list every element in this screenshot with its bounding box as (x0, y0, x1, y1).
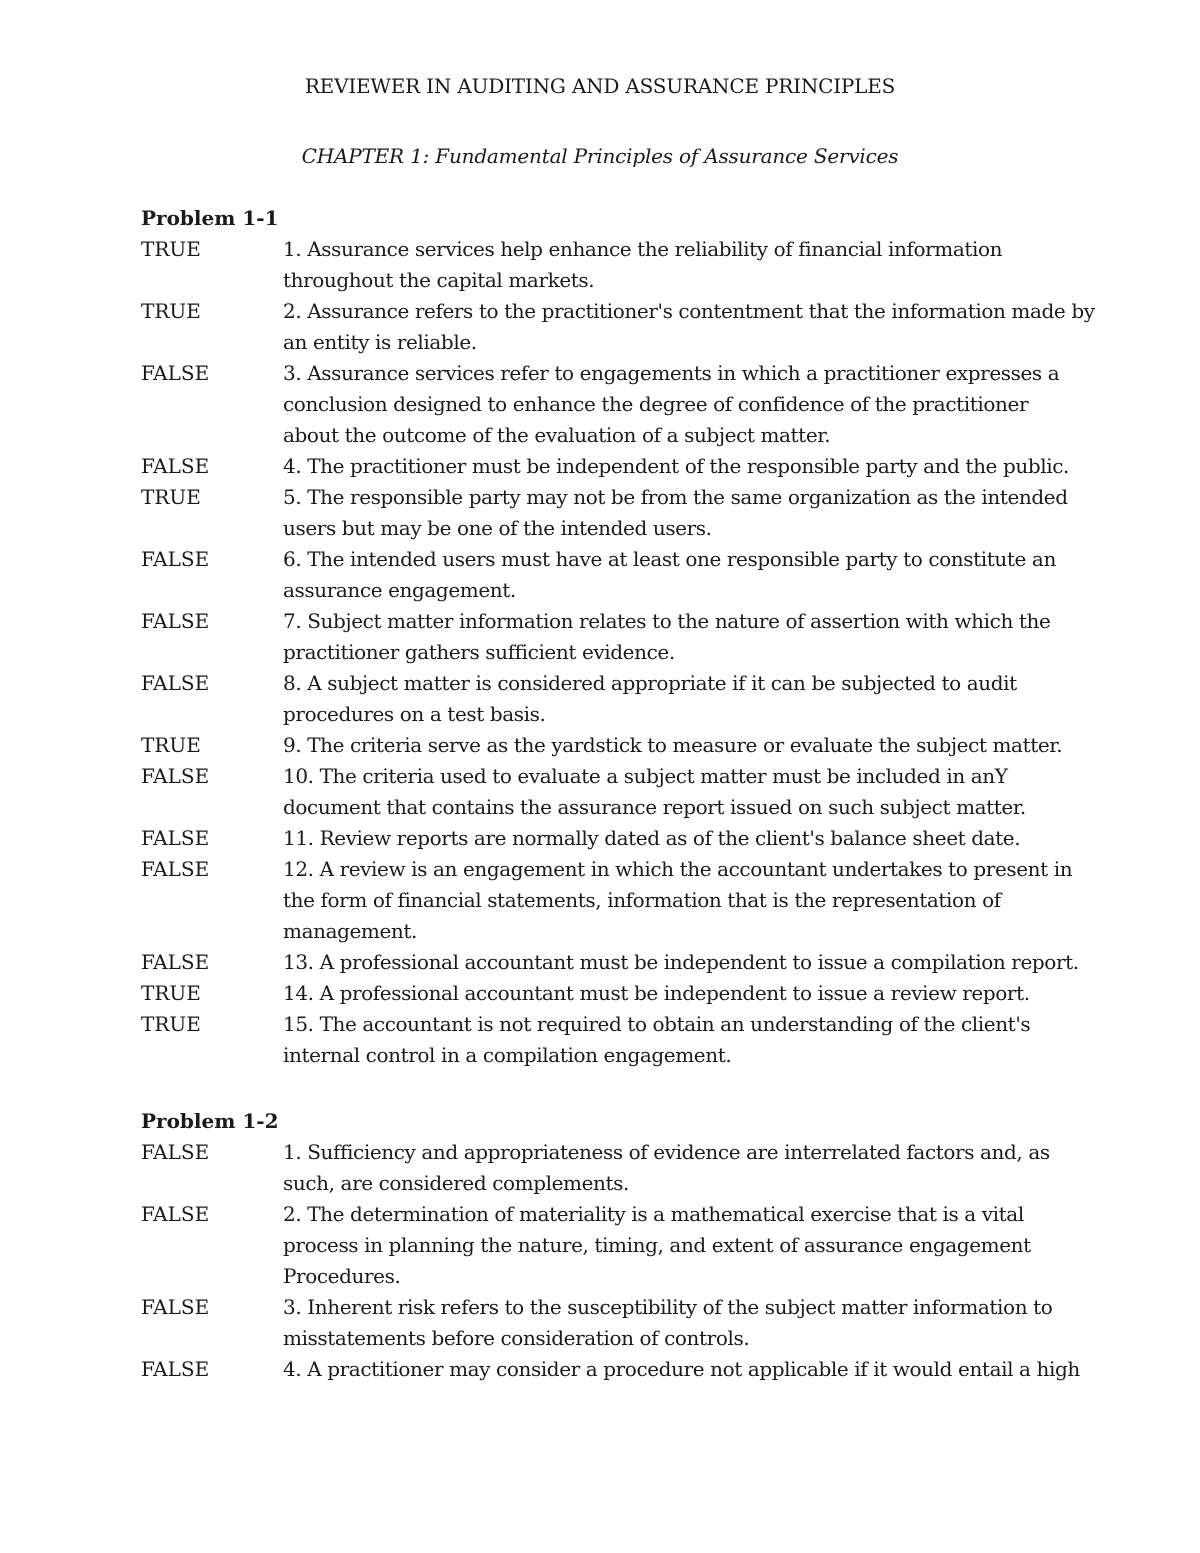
answer-label: FALSE (141, 1202, 210, 1226)
statement-text (283, 1199, 1071, 1292)
statement-text (283, 730, 1071, 761)
answer-item (141, 606, 1071, 668)
statement-text (283, 606, 1071, 668)
problem-heading: Problem 1-1 (141, 206, 279, 230)
statement-line: document that contains the assurance report issued on such subject matter. (283, 795, 1026, 819)
statement-line: practitioner gathers sufficient evidence. (283, 640, 675, 664)
answer-item (141, 730, 1071, 761)
statement-line: 11. Review reports are normally dated as of the client's balance sheet date. (283, 826, 1021, 850)
answer-label: FALSE (141, 547, 210, 571)
statement-text (283, 482, 1071, 544)
statement-line: users but may be one of the intended users. (283, 516, 712, 540)
answer-item (141, 234, 1071, 296)
answer-label: TRUE (141, 1012, 201, 1036)
answer-item (141, 358, 1071, 451)
statement-line: 12. A review is an engagement in which the accountant undertakes to present in (283, 857, 1073, 881)
answer-label: FALSE (141, 1140, 210, 1164)
statement-line: misstatements before consideration of controls. (283, 1326, 750, 1350)
answer-item (141, 668, 1071, 730)
answer-label: FALSE (141, 671, 210, 695)
statement-line: Procedures. (283, 1264, 401, 1288)
problem-section-1-2 (141, 1106, 1080, 1385)
statement-line: internal control in a compilation engagement. (283, 1043, 732, 1067)
statement-text (283, 544, 1071, 606)
statement-text (283, 451, 1071, 482)
chapter-title: CHAPTER 1: Fundamental Principles of Assurance Services (301, 144, 899, 168)
statement-line: procedures on a test basis. (283, 702, 546, 726)
answer-label: TRUE (141, 299, 201, 323)
statement-line: throughout the capital markets. (283, 268, 595, 292)
statement-line: 6. The intended users must have at least one responsible party to constitute an (283, 547, 1056, 571)
answer-item (141, 1292, 1071, 1354)
statement-line: 4. A practitioner may consider a procedure not applicable if it would entail a high (283, 1357, 1080, 1381)
answer-label: FALSE (141, 454, 210, 478)
statement-line: about the outcome of the evaluation of a subject matter. (283, 423, 831, 447)
statement-line: such, are considered complements. (283, 1171, 629, 1195)
answer-label: FALSE (141, 361, 210, 385)
statement-text (283, 1292, 1071, 1354)
answer-label: FALSE (141, 609, 210, 633)
statement-line: process in planning the nature, timing, and extent of assurance engagement (283, 1233, 1031, 1257)
answer-item (141, 1199, 1071, 1292)
answer-item (141, 1009, 1071, 1071)
statement-line: 2. Assurance refers to the practitioner's contentment that the information made by (283, 299, 1095, 323)
answer-label: TRUE (141, 981, 201, 1005)
statement-text (283, 1354, 1080, 1385)
statement-text (283, 358, 1071, 451)
answer-label: FALSE (141, 826, 210, 850)
statement-line: 1. Assurance services help enhance the reliability of financial information (283, 237, 1003, 261)
statement-line: 2. The determination of materiality is a mathematical exercise that is a vital (283, 1202, 1024, 1226)
statement-text (283, 1009, 1071, 1071)
statement-line: 15. The accountant is not required to obtain an understanding of the client's (283, 1012, 1031, 1036)
statement-line: 7. Subject matter information relates to the nature of assertion with which the (283, 609, 1051, 633)
answer-item (141, 1137, 1071, 1199)
statement-line: conclusion designed to enhance the degree of confidence of the practitioner (283, 392, 1029, 416)
answer-label: TRUE (141, 237, 201, 261)
statement-text (283, 761, 1071, 823)
statement-text (283, 978, 1071, 1009)
statement-text (283, 234, 1071, 296)
statement-line: 14. A professional accountant must be independent to issue a review report. (283, 981, 1030, 1005)
statement-line: 3. Inherent risk refers to the susceptibility of the subject matter information to (283, 1295, 1053, 1319)
statement-line: assurance engagement. (283, 578, 516, 602)
statement-text (283, 947, 1079, 978)
answer-label: TRUE (141, 485, 201, 509)
statement-line: 9. The criteria serve as the yardstick to measure or evaluate the subject matter. (283, 733, 1063, 757)
answer-item (141, 854, 1071, 947)
statement-line: 4. The practitioner must be independent of the responsible party and the public. (283, 454, 1069, 478)
statement-text (283, 296, 1095, 358)
statement-line: the form of financial statements, information that is the representation of (283, 888, 1001, 912)
answer-label: FALSE (141, 950, 210, 974)
statement-line: management. (283, 919, 418, 943)
answer-label: TRUE (141, 733, 201, 757)
statement-line: 3. Assurance services refer to engagements in which a practitioner expresses a (283, 361, 1060, 385)
answer-item (141, 978, 1071, 1009)
document-title: REVIEWER IN AUDITING AND ASSURANCE PRINCIPLES (304, 74, 896, 98)
answer-item (141, 1354, 1080, 1385)
statement-line: 10. The criteria used to evaluate a subject matter must be included in anY (283, 764, 1008, 788)
answer-item (141, 451, 1071, 482)
answer-label: FALSE (141, 1357, 210, 1381)
statement-line: 1. Sufficiency and appropriateness of evidence are interrelated factors and, as (283, 1140, 1050, 1164)
answer-item (141, 823, 1071, 854)
answer-item (141, 761, 1071, 823)
answer-item (141, 544, 1071, 606)
statement-line: 5. The responsible party may not be from the same organization as the intended (283, 485, 1068, 509)
answer-item (141, 947, 1079, 978)
answer-label: FALSE (141, 1295, 210, 1319)
problem-heading: Problem 1-2 (141, 1109, 279, 1133)
answer-item (141, 296, 1095, 358)
statement-text (283, 668, 1071, 730)
statement-text (283, 823, 1071, 854)
statement-line: an entity is reliable. (283, 330, 477, 354)
answer-label: FALSE (141, 857, 210, 881)
statement-text (283, 1137, 1071, 1199)
statement-line: 8. A subject matter is considered appropriate if it can be subjected to audit (283, 671, 1017, 695)
statement-line: 13. A professional accountant must be independent to issue a compilation report. (283, 950, 1079, 974)
problem-section-1-1 (141, 203, 1095, 1071)
answer-item (141, 482, 1071, 544)
answer-label: FALSE (141, 764, 210, 788)
statement-text (283, 854, 1071, 947)
